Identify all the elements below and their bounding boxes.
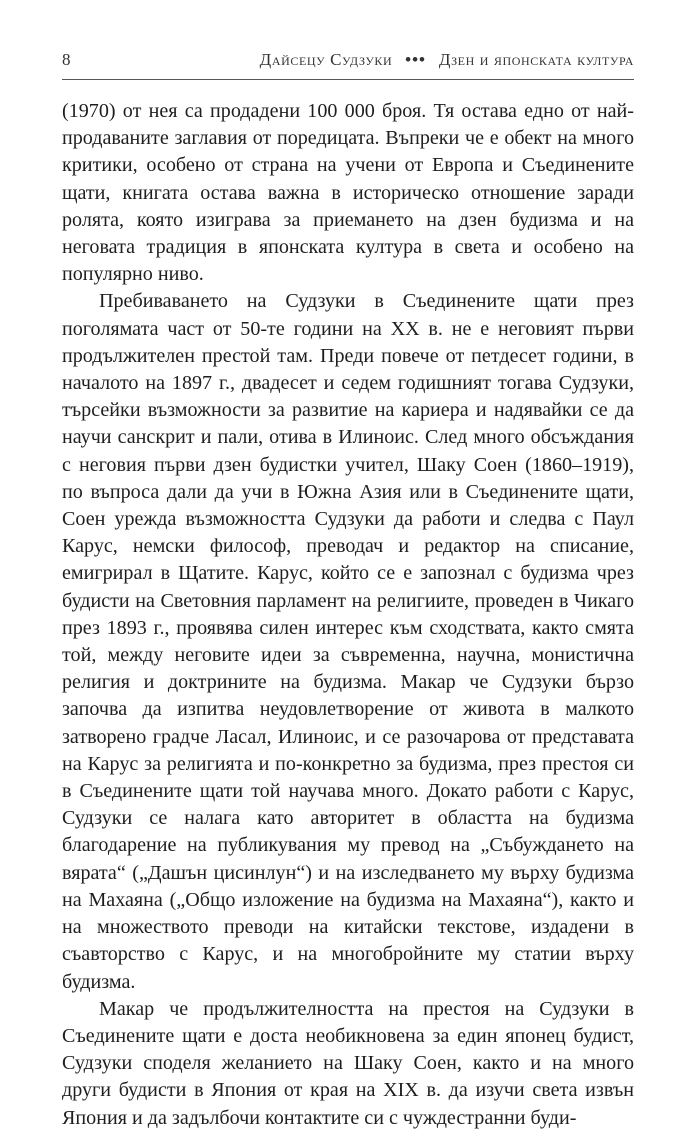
header-separator: ••• [405,50,427,69]
header-rule [62,79,634,80]
paragraph-3: Макар че продължителността на престоя на Судзуки в Съединените щати е доста необикновена за един японец будист, Судзуки споделя желанието на Шаку Соен, както и на много други будисти в Япония от края на XIX в. да изучи света извън Япония и да задълбочи контактите си с чуждестранни буди- [62,997,634,1129]
paragraph-2: Пребиваването на Судзуки в Съединените щати през поголямата част от 50-те години на XX в. не е неговият първи продължителен престой там. Преди повече от петдесет години, в началото на 1897 г., двадесет и седем годишният тогава Судзуки, търсейки възможности за развитие на кариера и надявайки се да научи санскрит и пали, отива в Илиноис. След много обсъждания с неговия първи дзен будистки учител, Шаку Соен (1860–1919), по въпроса дали да учи в Южна Азия или в Съединените щати, Соен урежда възможността Судзуки да работи и следва с Паул Карус, немски философ, преводач и редактор на списание, емигрирал в Щатите. Карус, който се е запознал с будизма чрез будисти на Световния парламент на религиите, проведен в Чикаго през 1893 г., проявява силен интерес към сходствата, както смята той, между неговите идеи за съвременна, научна, монистична религия и доктрините на будизма. Макар че Судзуки бързо започва да изпитва неудовлетворение от живота в малкото затворено градче Ласал, Илиноис, и се разочарова от представата на Карус за религията и по-конкретно за будизма, през престоя си в Съединените щати той научава много. Докато работи с Карус, Судзуки се налага като авторитет в областта на будизма благодарение на публикувания му превод на „Събуждането на вярата“ („Дашън цисинлун“) и на изследването му върху будизма на Махаяна („Общо изложение на будизма на Махаяна“), както и на множеството преводи на китайски текстове, издадени в съавторство с Карус, и на многобройните му статии върху будизма. [62,290,634,993]
author-name: Дайсецу Судзуки [259,50,393,69]
book-title: Дзен и японската култура [438,50,634,69]
page-number: 8 [62,50,71,69]
running-title [260,50,634,70]
body-text [62,98,634,1132]
running-header [62,50,634,74]
paragraph-1: (1970) от нея са продадени 100 000 броя. Тя остава едно от най-продаваните заглавия от поредицата. Въпреки че е обект на много критики, особено от страна на учени от Европа и Съединените щати, книгата остава важна в историческо отношение заради ролята, която изиграва за приемането на дзен будизма и на неговата традиция в японската култура в света и особено на популярно ниво. [62,100,634,286]
